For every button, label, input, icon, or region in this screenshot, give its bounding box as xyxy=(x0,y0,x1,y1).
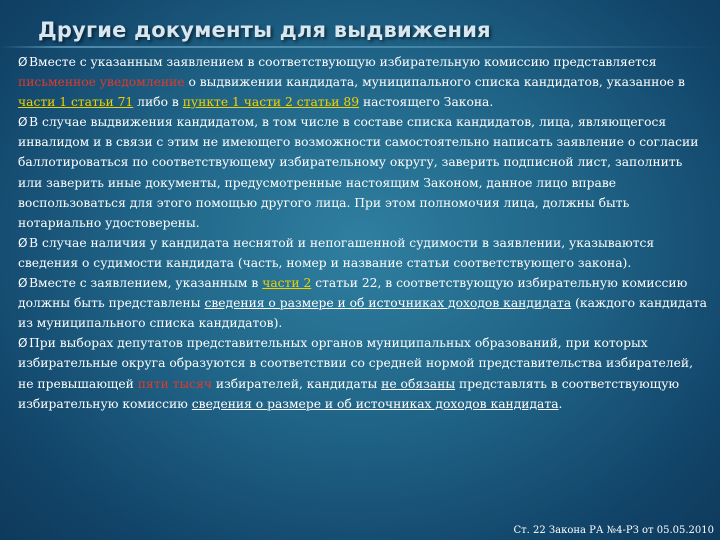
underlined-income-info: сведения о размере и об источниках доходов кандидата xyxy=(204,296,572,311)
paragraph-disabled-candidate xyxy=(18,112,710,233)
underlined-income-info: сведения о размере и об источниках доходов кандидата xyxy=(191,396,559,411)
arrow-bullet-icon: Ø xyxy=(18,336,28,351)
text-segment: В случае выдвижения кандидатом, в том числе в составе списка кандидатов, лица, являющегося инвалидом и в связи с этим не имеющего возможности самостоятельно написать заявление о согласии баллотироваться по соответствующему избирательному округу, заверить подписной лист, заполнить или заверить иные документы, предусмотренные настоящим Законом, данное лицо вправе воспользоваться для этого помощью другого лица. При этом полномочия лица, должны быть нотариально удостоверены. xyxy=(18,115,699,230)
paragraph-notification xyxy=(18,52,710,112)
text-segment: При выборах депутатов представительных органов муниципальных образований, при которых избирательные округа образуются в соответствии со средней нормой представительства избирателей, не превышающей xyxy=(18,336,694,391)
arrow-bullet-icon: Ø xyxy=(18,276,28,291)
document-body xyxy=(18,52,710,414)
link-part2[interactable]: части 2 xyxy=(262,276,312,291)
text-segment: Вместе с заявлением, указанным в xyxy=(29,276,263,291)
link-item1-part2-article89[interactable]: пункте 1 части 2 статьи 89 xyxy=(182,95,360,110)
link-part1-article71[interactable]: части 1 статьи 71 xyxy=(18,95,134,110)
text-segment: (каждого кандидата из муниципального списка кандидатов). xyxy=(18,296,707,331)
highlight-written-notice: письменное уведомление xyxy=(18,75,185,90)
text-segment: . xyxy=(558,396,563,411)
text-segment: избирателей, кандидаты xyxy=(211,376,382,391)
arrow-bullet-icon: Ø xyxy=(18,115,28,130)
arrow-bullet-icon: Ø xyxy=(18,55,28,69)
text-segment: Вместе с указанным заявлением в соответствующую избирательную комиссию представляется xyxy=(29,55,657,69)
paragraph-criminal-record xyxy=(18,233,710,273)
source-reference: Ст. 22 Закона РА №4-РЗ от 05.05.2010 xyxy=(513,525,714,536)
underlined-not-obliged: не обязаны xyxy=(381,376,456,391)
text-segment: статьи 22, в соответствующую избирательную комиссию должны быть представлены xyxy=(18,276,688,311)
text-segment: настоящего Закона. xyxy=(359,95,494,110)
text-segment: В случае наличия у кандидата неснятой и непогашенной судимости в заявлении, указываются сведения о судимости кандидата (часть, номер и название статьи соответствующего закона). xyxy=(18,235,655,270)
page-title: Другие документы для выдвижения xyxy=(38,18,491,42)
text-segment: либо в xyxy=(133,95,183,110)
highlight-five-thousand: пяти тысяч xyxy=(137,376,212,391)
text-segment: о выдвижении кандидата, муниципального списка кандидатов, указанное в xyxy=(184,75,685,90)
paragraph-income-info xyxy=(18,273,710,333)
title-divider xyxy=(0,46,720,48)
paragraph-small-districts xyxy=(18,333,710,413)
arrow-bullet-icon: Ø xyxy=(18,235,28,250)
text-segment: представлять в соответствующую избирательную комиссию xyxy=(18,376,680,411)
